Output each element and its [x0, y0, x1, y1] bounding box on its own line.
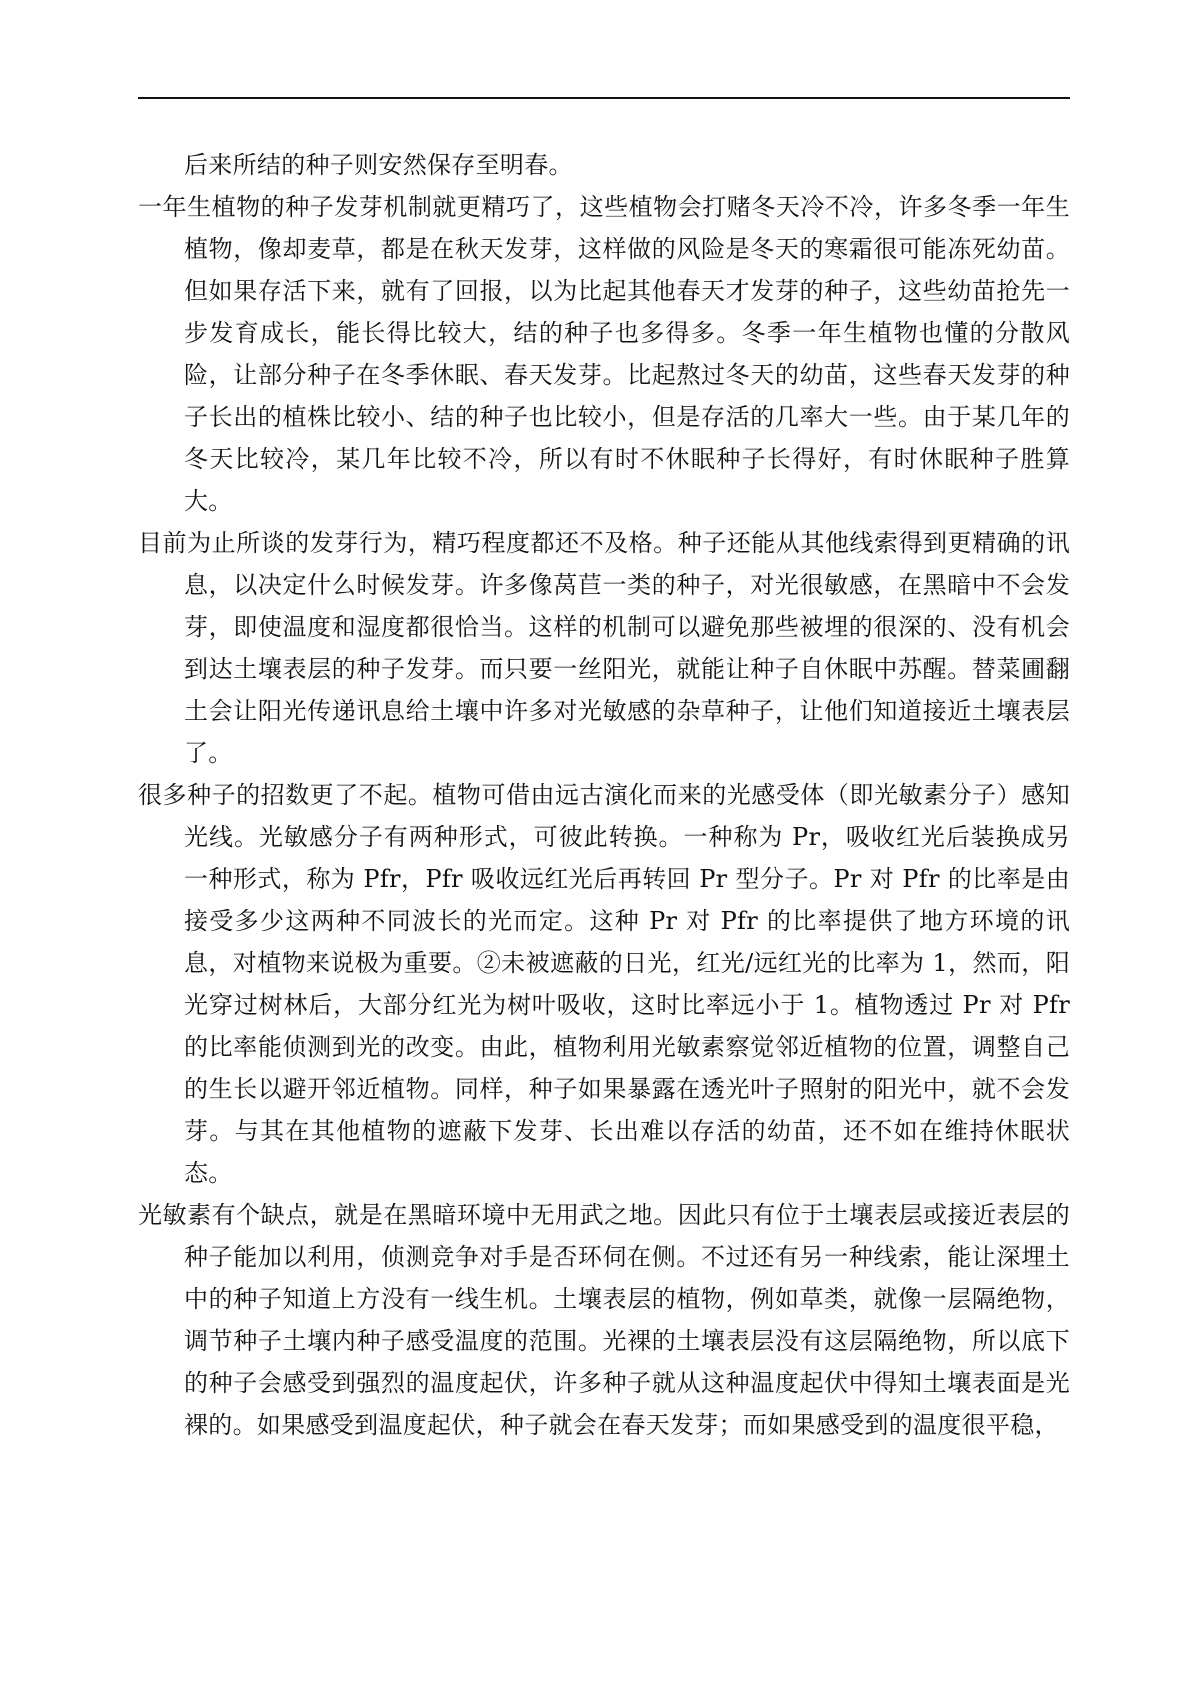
paragraph-temperature-cue: 光敏素有个缺点，就是在黑暗环境中无用武之地。因此只有位于土壤表层或接近表层的种子能加以利用，侦测竞争对手是否环伺在侧。不过还有另一种线索，能让深埋土中的种子知道上方没有一线生机。土壤表层的植物，例如草类，就像一层隔绝物，调节种子土壤内种子感受温度的范围。光裸的土壤表层没有这层隔绝物，所以底下的种子会感受到强烈的温度起伏，许多种子就从这种温度起伏中得知土壤表面是光裸的。如果感受到温度起伏，种子就会在春天发芽；而如果感受到的温度很平稳， [138, 1201, 1070, 1439]
paragraph-light-sensitivity: 目前为止所谈的发芽行为，精巧程度都还不及格。种子还能从其他线索得到更精确的讯息，以决定什么时候发芽。许多像莴苣一类的种子，对光很敏感，在黑暗中不会发芽，即使温度和湿度都很恰当。这样的机制可以避免那些被埋的很深的、没有机会到达土壤表层的种子发芽。而只要一丝阳光，就能让种子自休眠中苏醒。替菜圃翻土会让阳光传递讯息给土壤中许多对光敏感的杂草种子，让他们知道接近土壤表层了。 [138, 529, 1070, 767]
paragraph-phytochrome: 很多种子的招数更了不起。植物可借由远古演化而来的光感受体（即光敏素分子）感知光线。光敏感分子有两种形式，可彼此转换。一种称为 Pr，吸收红光后装换成另一种形式，称为 Pfr，Pfr 吸收远红光后再转回 Pr 型分子。Pr 对 Pfr 的比率是由接受多少这两种不同波长的光而定。这种 Pr 对 Pfr 的比率提供了地方环境的讯息，对植物来说极为重要。②未被遮蔽的日光，红光/远红光的比率为 1，然而，阳光穿过树林后，大部分红光为树叶吸收，这时比率远小于 1。植物透过 Pr 对 Pfr 的比率能侦测到光的改变。由此，植物利用光敏素察觉邻近植物的位置，调整自己的生长以避开邻近植物。同样，种子如果暴露在透光叶子照射的阳光中，就不会发芽。与其在其他植物的遮蔽下发芽、长出难以存活的幼苗，还不如在维持休眠状态。 [138, 781, 1070, 1187]
header-rule [138, 97, 1070, 99]
paragraph-continuation: 后来所结的种子则安然保存至明春。 [184, 151, 573, 179]
paragraph-annual-plants: 一年生植物的种子发芽机制就更精巧了，这些植物会打赌冬天冷不冷，许多冬季一年生植物，像却麦草，都是在秋天发芽，这样做的风险是冬天的寒霜很可能冻死幼苗。但如果存活下来，就有了回报，以为比起其他春天才发芽的种子，这些幼苗抢先一步发育成长，能长得比较大，结的种子也多得多。冬季一年生植物也懂的分散风险，让部分种子在冬季休眠、春天发芽。比起熬过冬天的幼苗，这些春天发芽的种子长出的植株比较小、结的种子也比较小，但是存活的几率大一些。由于某几年的冬天比较冷，某几年比较不冷，所以有时不休眠种子长得好，有时休眠种子胜算大。 [138, 193, 1070, 515]
document-body [138, 144, 1070, 1446]
